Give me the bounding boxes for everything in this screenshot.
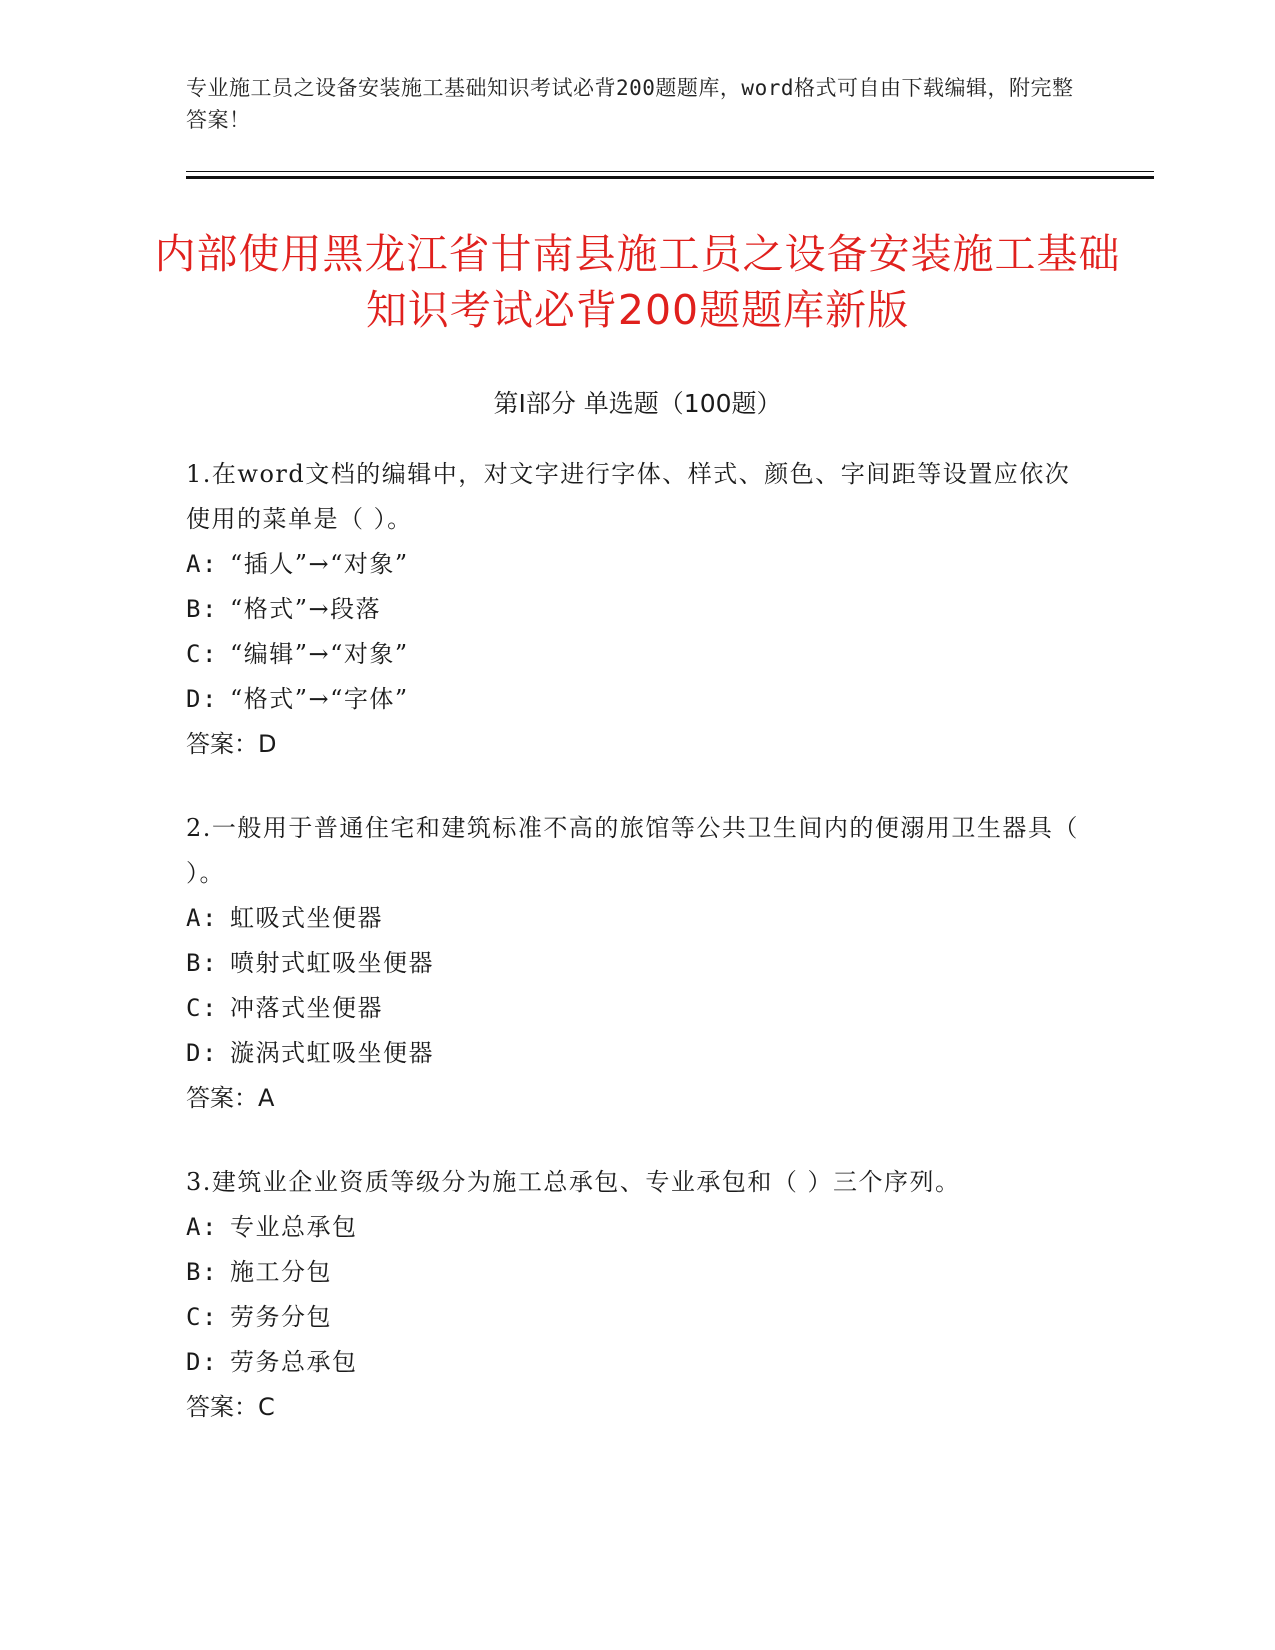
option-key: A:	[186, 550, 218, 578]
answer: 答案：D	[186, 730, 277, 758]
option-b	[186, 941, 1086, 986]
option-key: D:	[186, 685, 218, 713]
question-3	[186, 1160, 1086, 1430]
option-a	[186, 542, 1086, 587]
option-d	[186, 1340, 1086, 1385]
option-text: 劳务分包	[230, 1303, 332, 1331]
answer: 答案：A	[186, 1084, 275, 1112]
option-text: 施工分包	[230, 1258, 332, 1286]
option-d	[186, 1031, 1086, 1076]
option-c	[186, 1295, 1086, 1340]
option-key: B:	[186, 595, 218, 623]
header-note: 专业施工员之设备安装施工基础知识考试必背200题题库，word格式可自由下载编辑，附完整答案！	[186, 76, 1074, 132]
option-text: 劳务总承包	[230, 1348, 358, 1376]
option-a	[186, 1205, 1086, 1250]
header-divider-thin	[186, 171, 1154, 172]
question-stem: 2.一般用于普通住宅和建筑标准不高的旅馆等公共卫生间内的便溺用卫生器具（ ）。	[186, 814, 1079, 887]
question-stem: 3.建筑业企业资质等级分为施工总承包、专业承包和（ ）三个序列。	[186, 1168, 961, 1196]
option-a	[186, 896, 1086, 941]
option-text: “插人”→“对象”	[230, 550, 409, 578]
option-text: 喷射式虹吸坐便器	[230, 949, 434, 977]
option-b	[186, 1250, 1086, 1295]
option-key: A:	[186, 1213, 218, 1241]
question-2	[186, 806, 1086, 1121]
option-text: 虹吸式坐便器	[230, 904, 383, 932]
question-stem: 1.在word文档的编辑中，对文字进行字体、样式、颜色、字间距等设置应依次使用的菜单是（ ）。	[186, 460, 1071, 533]
option-text: 专业总承包	[230, 1213, 358, 1241]
option-key: B:	[186, 949, 218, 977]
option-text: “编辑”→“对象”	[230, 640, 409, 668]
option-key: A:	[186, 904, 218, 932]
option-text: “格式”→“字体”	[230, 685, 409, 713]
option-text: 冲落式坐便器	[230, 994, 383, 1022]
option-text: 漩涡式虹吸坐便器	[230, 1039, 434, 1067]
option-b	[186, 587, 1086, 632]
question-1	[186, 452, 1086, 767]
option-d	[186, 677, 1086, 722]
option-key: D:	[186, 1039, 218, 1067]
option-key: B:	[186, 1258, 218, 1286]
answer: 答案：C	[186, 1393, 275, 1421]
option-key: C:	[186, 640, 218, 668]
header-divider-thick	[186, 176, 1154, 179]
section-title: 第Ⅰ部分 单选题（100题）	[493, 389, 782, 418]
option-c	[186, 986, 1086, 1031]
option-key: C:	[186, 1303, 218, 1331]
option-key: C:	[186, 994, 218, 1022]
option-text: “格式”→段落	[230, 595, 382, 623]
option-key: D:	[186, 1348, 218, 1376]
option-c	[186, 632, 1086, 677]
document-title: 内部使用黑龙江省甘南县施工员之设备安装施工基础知识考试必背200题题库新版	[154, 230, 1121, 334]
